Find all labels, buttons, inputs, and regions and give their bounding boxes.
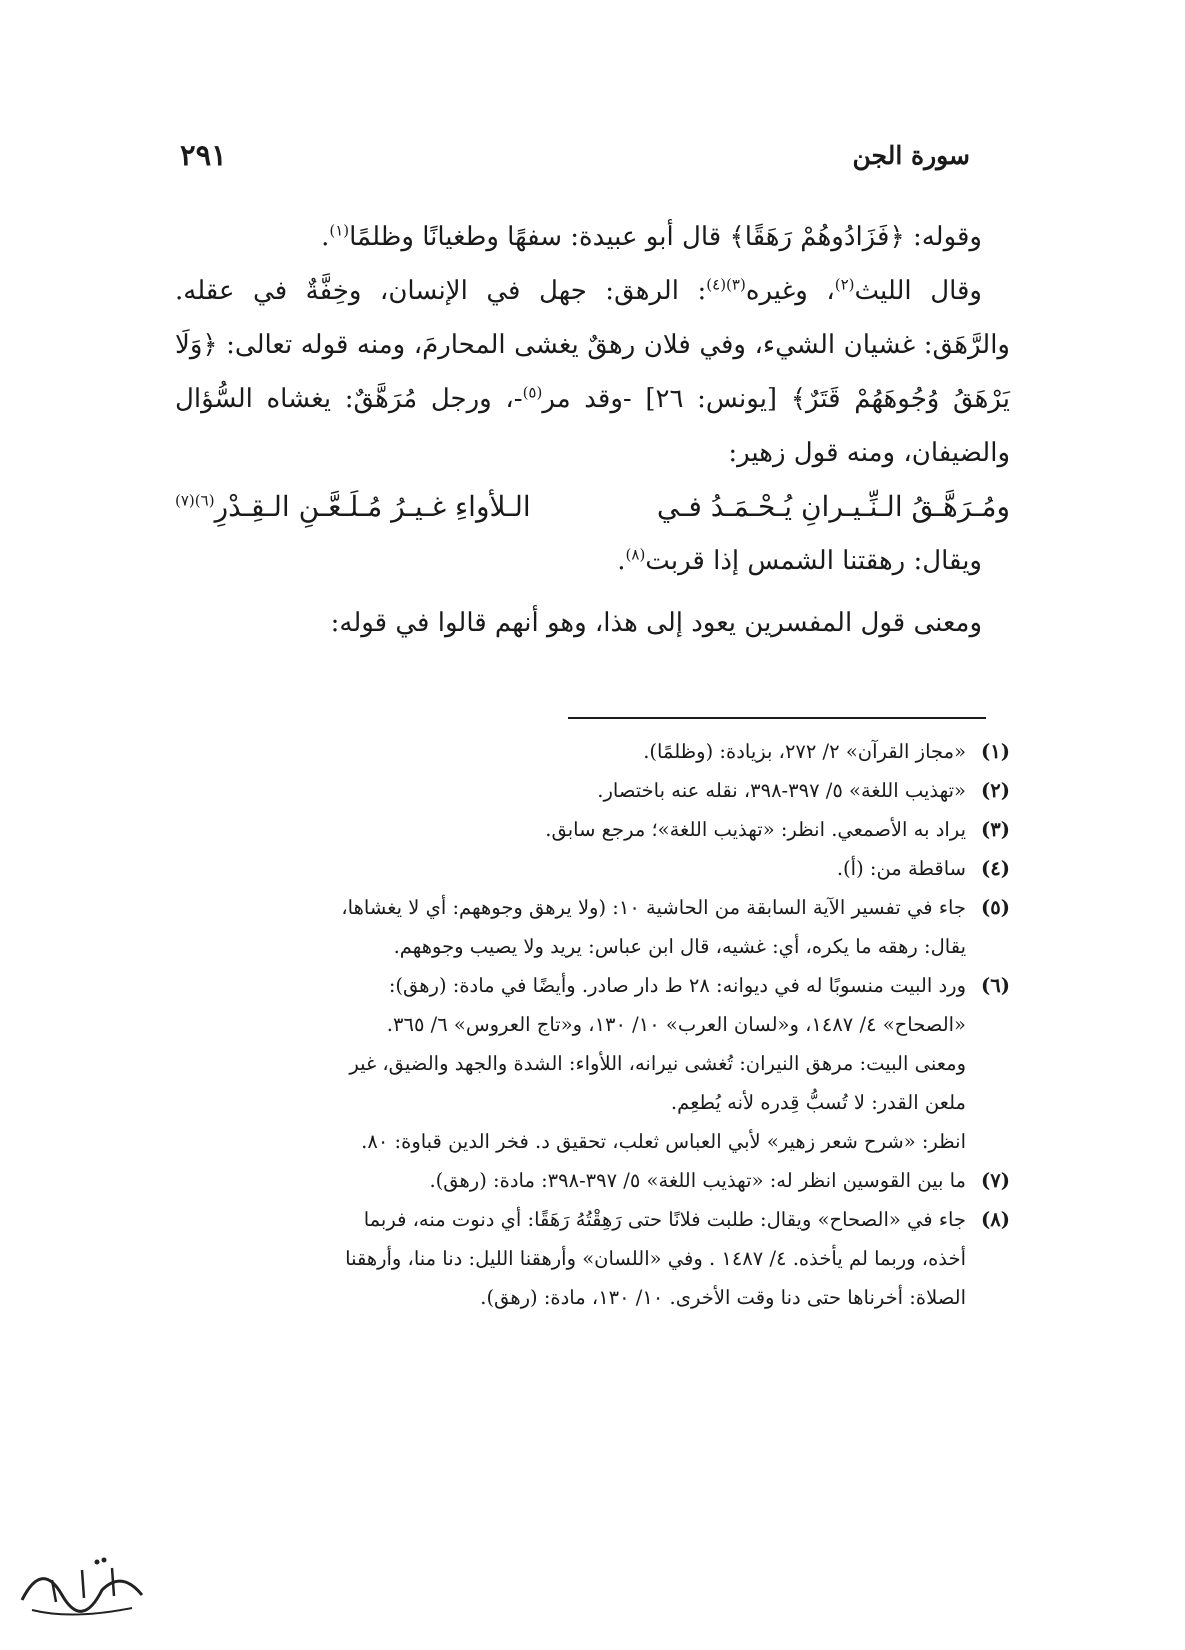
poem-verse xyxy=(175,480,1010,534)
footnote-line: «تهذيب اللغة» ٥/ ٣٩٧-٣٩٨، نقله عنه باختصار. xyxy=(597,779,966,802)
footnote-line: يقال: رهقه ما يكره، أي: غشيه، قال ابن عباس: يريد ولا يصيب وجوههم. xyxy=(393,935,966,958)
text-run: . xyxy=(321,222,330,252)
text-run: وقوله: xyxy=(904,222,982,252)
footnote-number: (٢) xyxy=(981,779,1010,802)
surah-title: سورة الجن xyxy=(852,140,970,170)
text-run: : الرهق: جهل في الإنسان، وخِفَّةٌ في عقله. والرَّهَق: غشيان الشيء، وفي فلان رهقٌ يغشى المحارمَ، ومنه قوله تعالى: xyxy=(175,276,1010,360)
text-run: -، ورجل مُرَهَّقٌ: يغشاه السُّؤال والضيفان، ومنه قول زهير: xyxy=(175,384,1010,468)
footnote-line: ما بين القوسين انظر له: «تهذيب اللغة» ٥/ ٣٩٧-٣٩٨: مادة: (رهق). xyxy=(429,1169,966,1192)
footnote xyxy=(175,888,1010,966)
second-hemistich: الـلأواءِ غـيـرُ مُـلَـعَّـنِ الـقِـدْرِ xyxy=(214,490,531,523)
footnote-line: «مجاز القرآن» ٢/ ٢٧٢، بزيادة: (وظلمًا). xyxy=(643,740,966,763)
main-text xyxy=(175,210,1010,650)
footnote-number: (٧) xyxy=(981,1169,1010,1192)
text-run: [يونس: ٢٦] -وقد مر xyxy=(542,384,791,414)
footnote-ref: (١) xyxy=(329,221,350,240)
footnote xyxy=(175,849,1010,888)
logo-calligraphy-icon xyxy=(12,1540,162,1630)
footnote xyxy=(175,966,1010,1161)
footnote-ref: (٢) xyxy=(834,275,855,294)
footnote xyxy=(175,732,1010,771)
footnote-line: جاء في تفسير الآية السابقة من الحاشية ١٠: (ولا يرهق وجوههم: أي لا يغشاها، xyxy=(341,896,966,919)
footnote xyxy=(175,1200,1010,1317)
footnote-line: ورد البيت منسوبًا له في ديوانه: ٢٨ ط دار صادر. وأيضًا في مادة: (رهق): xyxy=(388,974,966,997)
footnote-ref: (٨) xyxy=(625,545,646,564)
text-run: ويقال: رهقتنا الشمس إذا قربت xyxy=(645,546,982,576)
footnote-ref: (٧) xyxy=(175,491,195,510)
footnote-line: «الصحاح» ٤/ ١٤٨٧، و«لسان العرب» ١٠/ ١٣٠، و«تاج العروس» ٦/ ٣٦٥. xyxy=(386,1013,966,1036)
footnote-number: (٣) xyxy=(981,818,1010,841)
page-header xyxy=(180,135,970,175)
footnotes xyxy=(175,732,1010,1317)
footnote-number: (١) xyxy=(981,740,1010,763)
footnote-divider xyxy=(568,717,986,719)
page-number: ٢٩١ xyxy=(180,138,227,172)
paragraph-2 xyxy=(175,264,1010,480)
footnote-line: انظر: «شرح شعر زهير» لأبي العباس ثعلب، تحقيق د. فخر الدين قباوة: ٨٠. xyxy=(361,1130,966,1153)
footnote-line: جاء في «الصحاح» ويقال: طلبت فلانًا حتى رَهِقْتُهُ رَهَقًا: أي دنوت منه، فربما xyxy=(363,1208,966,1231)
paragraph-3 xyxy=(175,534,1010,588)
footnote xyxy=(175,771,1010,810)
footnote-number: (٨) xyxy=(981,1208,1010,1231)
text-run: . xyxy=(617,546,626,576)
footnote xyxy=(175,1161,1010,1200)
publisher-logo xyxy=(12,1540,162,1630)
footnote-ref: (٣) xyxy=(726,275,746,294)
second-hemistich-wrap xyxy=(175,480,531,534)
quran-quote: ﴿فَزَادُوهُمْ رَهَقًا﴾ xyxy=(729,222,905,252)
first-hemistich: ومُـرَهَّـقُ الـنِّـيـرانِ يُـحْـمَـدُ فـي xyxy=(656,490,1010,523)
footnote-ref: (٦) xyxy=(194,491,215,510)
footnote-number: (٥) xyxy=(981,896,1010,919)
footnote-number: (٤) xyxy=(981,857,1010,880)
footnote-line: الصلاة: أخرناها حتى دنا وقت الأخرى. ١٠/ ١٣٠، مادة: (رهق). xyxy=(480,1286,966,1309)
footnote-ref: (٤) xyxy=(706,275,727,294)
paragraph-4: ومعنى قول المفسرين يعود إلى هذا، وهو أنهم قالوا في قوله: xyxy=(330,608,982,638)
footnote-line: ساقطة من: (أ). xyxy=(836,857,966,880)
footnote-line: يراد به الأصمعي. انظر: «تهذيب اللغة»؛ مرجع سابق. xyxy=(545,818,966,841)
quran-quote: ﴿وَلَا يَرْهَقُ وُجُوهَهُمْ قَتَرٌ﴾ xyxy=(175,330,1010,414)
paragraph-1 xyxy=(175,210,1010,264)
footnote-line: أخذه، وربما لم يأخذه. ٤/ ١٤٨٧ . وفي «اللسان» وأرهقنا الليل: دنا منا، وأرهقنا xyxy=(345,1247,966,1270)
footnote xyxy=(175,810,1010,849)
text-run: وقال الليث xyxy=(854,276,982,306)
footnote-line: ومعنى البيت: مرهق النيران: تُغشى نيرانه، اللأواء: الشدة والجهد والضيق، غير xyxy=(349,1052,966,1075)
footnote-ref: (٥) xyxy=(522,383,543,402)
footnote-number: (٦) xyxy=(981,974,1010,997)
footnote-line: ملعن القدر: لا تُسبُّ قِدره لأنه يُطعِم. xyxy=(670,1091,966,1114)
text-run: ، وغيره xyxy=(745,276,835,306)
text-run: قال أبو عبيدة: سفهًا وطغيانًا وظلمًا xyxy=(349,222,730,252)
